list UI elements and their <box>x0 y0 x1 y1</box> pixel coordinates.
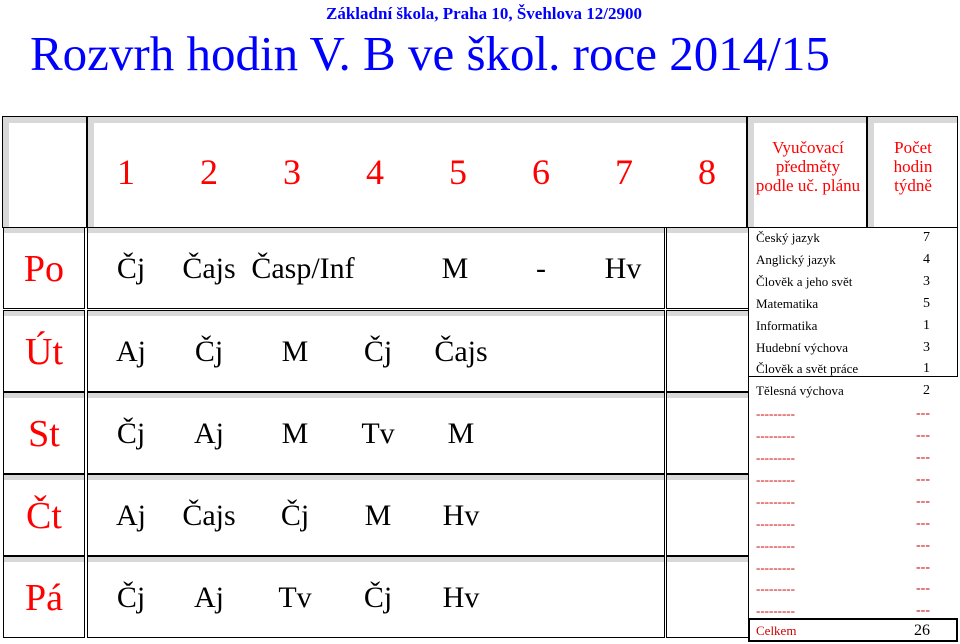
lesson-cell: Čajs <box>182 252 236 285</box>
subject-row <box>748 600 958 622</box>
subject-row <box>748 358 958 380</box>
school-name: Základní škola, Praha 10, Švehlova 12/2900 <box>326 4 642 23</box>
lesson-number-5: 5 <box>449 152 467 192</box>
subject-name: Matematika <box>756 295 819 311</box>
day-label: Út <box>25 331 63 373</box>
cell-shade <box>88 228 664 233</box>
lesson-cell: Hv <box>604 252 642 285</box>
subject-count: 5 <box>923 295 930 311</box>
cell-shade <box>667 393 748 398</box>
subject-count: --- <box>916 603 930 619</box>
subject-name: Informatika <box>756 317 818 333</box>
extra-cell-5 <box>666 556 749 638</box>
lesson-cell: M <box>281 335 309 368</box>
day-label: Pá <box>25 577 63 619</box>
cell-shade <box>667 228 748 233</box>
lesson-cell: Hv <box>442 499 480 532</box>
subject-count: --- <box>916 471 930 487</box>
lesson-cell: Hv <box>442 581 480 614</box>
subject-row <box>748 491 958 513</box>
day-label: St <box>28 413 60 455</box>
subject-row <box>748 403 958 425</box>
lesson-cell: Čj <box>280 499 310 532</box>
subject-name: --------- <box>756 581 795 597</box>
subject-name: --------- <box>756 428 795 444</box>
subject-count: 1 <box>923 317 930 333</box>
lesson-cell: M <box>447 417 475 450</box>
subject-row <box>748 227 958 249</box>
subject-name: Anglický jazyk <box>756 251 836 267</box>
subject-count: --- <box>916 515 930 531</box>
lesson-cell: Aj <box>116 335 146 368</box>
subject-count: --- <box>916 406 930 422</box>
lesson-cell: M <box>364 499 392 532</box>
cell-shade <box>88 311 664 316</box>
subject-name: --------- <box>756 537 795 553</box>
subject-count: --- <box>916 559 930 575</box>
subject-count: --- <box>916 428 930 444</box>
subject-row <box>748 293 958 315</box>
subject-row <box>748 249 958 271</box>
subject-name: Člověk a jeho svět <box>756 273 853 289</box>
cell-shade <box>4 557 84 562</box>
subject-count: --- <box>916 581 930 597</box>
cell-shade <box>667 311 748 316</box>
subject-name: Tělesná výchova <box>756 383 844 399</box>
lesson-cell: M <box>441 252 469 285</box>
subject-row <box>748 469 958 491</box>
extra-cell-1 <box>666 227 749 309</box>
schedule-grid <box>3 227 748 641</box>
subject-name: Člověk a svět práce <box>756 361 859 377</box>
lesson-cell: Čj <box>116 252 146 285</box>
cell-shade <box>4 393 84 398</box>
subject-count: --- <box>916 537 930 553</box>
cell-shade <box>88 557 664 562</box>
page-title: Rozvrh hodin V. B ve škol. roce 2014/15 <box>30 26 830 81</box>
subject-row <box>748 271 958 293</box>
subject-count: 3 <box>923 339 930 355</box>
subject-row <box>748 535 958 557</box>
subject-count: 3 <box>923 273 930 289</box>
lesson-cell: Čj <box>116 581 146 614</box>
subject-count: 1 <box>923 361 930 377</box>
subject-name: --------- <box>756 559 795 575</box>
subject-name: --------- <box>756 406 795 422</box>
lesson-cell: Čj <box>363 335 393 368</box>
subject-row <box>748 513 958 535</box>
subject-row <box>748 337 958 359</box>
subject-name: --------- <box>756 493 795 509</box>
subject-row <box>748 425 958 447</box>
lesson-cell: Aj <box>116 499 146 532</box>
subject-name: --------- <box>756 603 795 619</box>
subject-row <box>748 447 958 469</box>
cell-shade <box>4 228 84 233</box>
lesson-cell: Aj <box>194 581 224 614</box>
lesson-number-3: 3 <box>283 152 301 192</box>
extra-cell-2 <box>666 310 749 392</box>
lesson-cell: Aj <box>194 417 224 450</box>
lesson-number-4: 4 <box>366 152 384 192</box>
lesson-cell: M <box>281 417 309 450</box>
cell-shade <box>667 475 748 480</box>
subject-row <box>748 557 958 579</box>
lesson-number-2: 2 <box>200 152 218 192</box>
lesson-number-8: 8 <box>698 152 716 192</box>
lesson-cell: - <box>536 252 546 285</box>
cell-shade <box>4 475 84 480</box>
day-label: Čt <box>26 495 62 537</box>
subject-row <box>748 380 958 402</box>
lesson-cell: Tv <box>361 417 395 450</box>
lesson-cell: Čajs <box>182 499 236 532</box>
total-row <box>748 620 958 642</box>
subject-name: Hudební výchova <box>756 339 849 355</box>
day-label: Po <box>23 248 65 290</box>
lesson-cell: Tv <box>278 581 312 614</box>
lesson-number-1: 1 <box>117 152 135 192</box>
subject-name: --------- <box>756 471 795 487</box>
lesson-number-7: 7 <box>615 152 633 192</box>
col-pocet-header: Počet hodin týdně <box>893 138 933 195</box>
lesson-cell: Časp/Inf <box>251 252 355 285</box>
total-label: Celkem <box>756 623 797 638</box>
subject-name: Český jazyk <box>756 230 820 245</box>
subject-row <box>748 315 958 337</box>
subject-name: --------- <box>756 450 795 465</box>
subject-row <box>748 578 958 600</box>
lesson-cell: Čj <box>363 581 393 614</box>
cell-shade <box>88 475 664 480</box>
lesson-number-6: 6 <box>532 152 550 192</box>
lesson-cell: Čj <box>116 417 146 450</box>
lesson-cell: Čj <box>194 335 224 368</box>
subject-count: --- <box>916 450 930 465</box>
extra-cell-3 <box>666 392 749 474</box>
lesson-cell: Čajs <box>434 335 488 368</box>
subject-count: 4 <box>923 251 930 267</box>
subject-count: 2 <box>923 383 930 399</box>
subject-name: --------- <box>756 515 795 531</box>
subject-count: 7 <box>923 230 930 245</box>
cell-shade <box>88 393 664 398</box>
total-count: 26 <box>914 622 930 639</box>
subject-count: --- <box>916 493 930 509</box>
cell-shade <box>4 311 84 316</box>
cell-shade <box>667 557 748 562</box>
extra-cell-4 <box>666 474 749 556</box>
col-vyucovaci-header: Vyučovací předměty podle uč. plánu <box>755 138 861 195</box>
